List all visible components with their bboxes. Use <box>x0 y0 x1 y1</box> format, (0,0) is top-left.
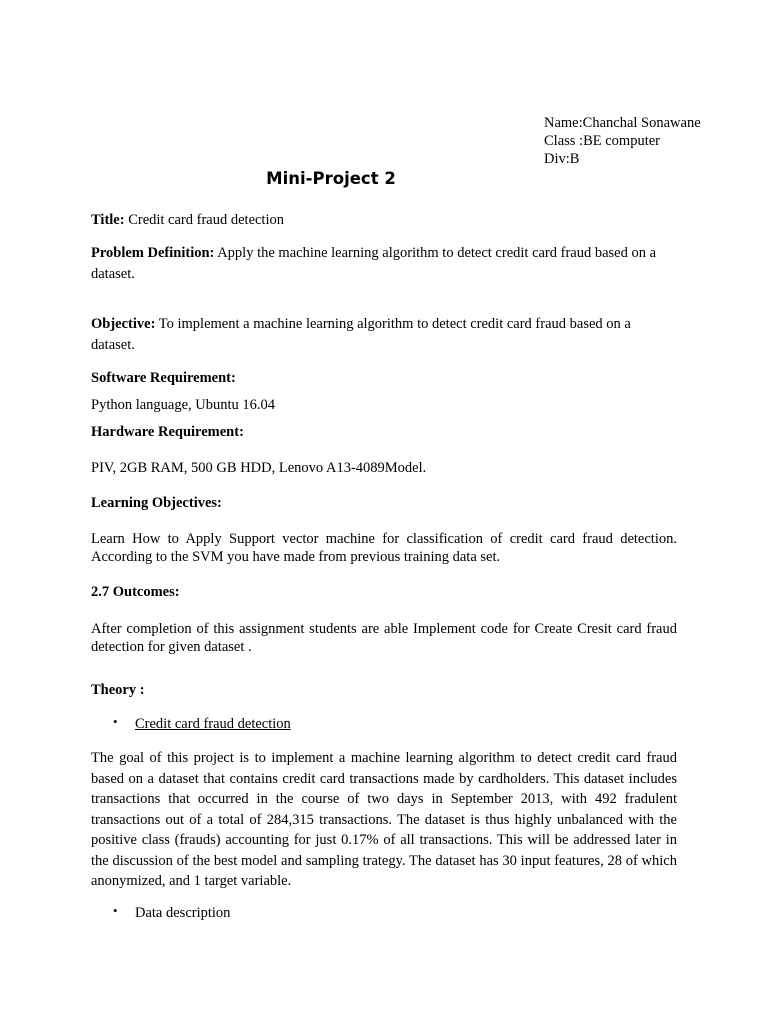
title-label: Title: <box>91 212 125 228</box>
learning-value: Learn How to Apply Support vector machine for classification of credit card fraud detection. According to the SVM you have made from previous training data set. <box>91 531 677 565</box>
problem-label: Problem Definition: <box>91 245 215 261</box>
software-value: Python language, Ubuntu 16.04 <box>91 397 276 413</box>
student-class: Class :BE computer <box>544 133 660 149</box>
problem-value: Apply the machine learning algorithm to detect credit card fraud based on a dataset. <box>91 245 657 282</box>
theory-heading <box>91 680 677 701</box>
theory-label: Theory : <box>91 682 145 698</box>
bullet-data-description: Data description <box>135 905 231 921</box>
title-value: Credit card fraud detection <box>124 212 284 228</box>
learning-label: Learning Objectives: <box>91 495 222 511</box>
objective <box>91 314 677 355</box>
objective-value: To implement a machine learning algorithm to detect credit card fraud based on a dataset. <box>91 316 631 353</box>
outcomes-value: After completion of this assignment students are able Implement code for Create Cresit card fraud detection for given dataset . <box>91 621 677 655</box>
software-label: Software Requirement: <box>91 370 236 386</box>
outcomes-label: 2.7 Outcomes: <box>91 584 180 600</box>
hardware-heading <box>91 422 677 443</box>
bullet-credit-card-fraud-label: Credit card fraud detection <box>135 716 291 732</box>
hardware-value: PIV, 2GB RAM, 500 GB HDD, Lenovo A13-4089Model. <box>91 460 427 476</box>
student-division: Div:B <box>544 151 580 167</box>
bullet-icon: • <box>113 714 118 729</box>
problem-definition <box>91 243 677 284</box>
hardware-label: Hardware Requirement: <box>91 424 244 440</box>
objective-label: Objective: <box>91 316 156 332</box>
student-name: Name:Chanchal Sonawane <box>544 115 701 131</box>
student-info <box>544 114 701 168</box>
outcomes-heading <box>91 582 677 603</box>
learning-heading <box>91 493 677 514</box>
theory-paragraph: The goal of this project is to implement a machine learning algorithm to detect credit card fraud based on a dataset that contains credit card transactions made by cardholders. This dataset includes transactions that occurred in the course of two days in September 2013, with 492 fradulent transactions out of a total of 284,315 transactions. The dataset is thus highly unbalanced with the positive class (frauds) accounting for just 0.17% of all transactions. This will be addressed later in the discussion of the best model and sampling trategy. The dataset has 30 input features, 28 of which anonymized, and 1 target variable. <box>91 750 677 889</box>
software-heading <box>91 368 677 389</box>
bullet-icon: • <box>113 903 118 918</box>
title-line <box>91 210 677 231</box>
page-title: Mini-Project 2 <box>266 169 396 188</box>
bullet-credit-card-fraud <box>135 714 291 734</box>
